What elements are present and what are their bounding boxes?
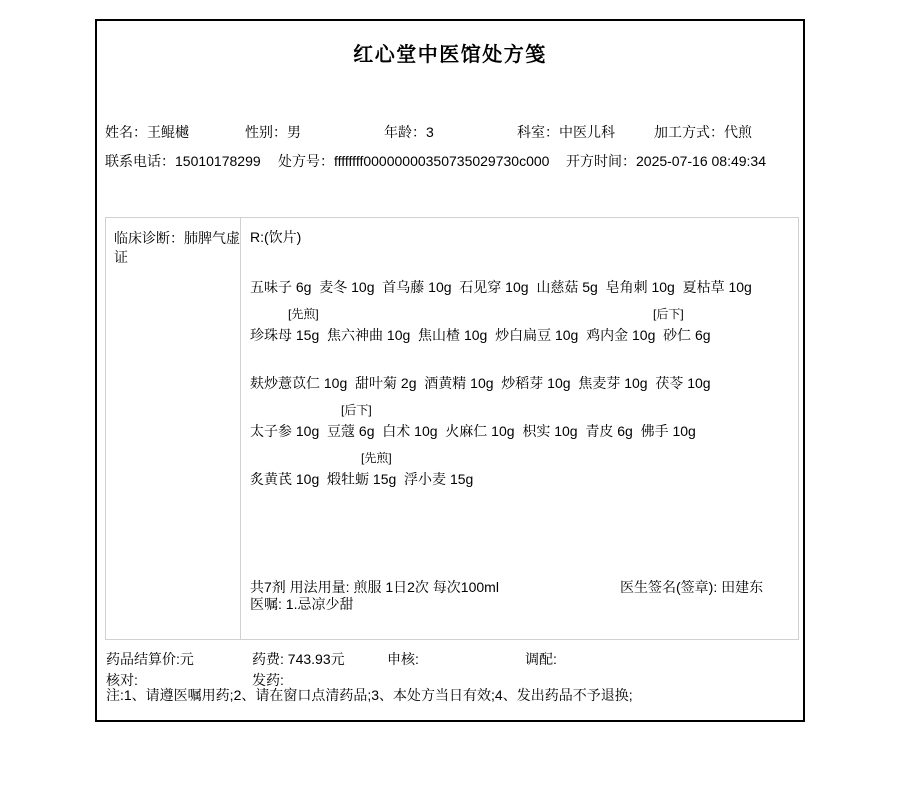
decoction-annotation: [先煎]: [288, 307, 319, 321]
rx-header: R:(饮片): [250, 229, 302, 245]
prescription-time-field: 开方时间：2025-07-16 08:49:34: [566, 153, 766, 169]
doctor-signature: 医生签名(签章): 田建东: [620, 579, 764, 595]
rx-line: 麸炒薏苡仁 10g 甜叶菊 2g 酒黄精 10g 炒稻芽 10g 焦麦芽 10g 茯苓 10g: [250, 375, 711, 391]
decoction-annotation: [后下]: [653, 307, 684, 321]
review-field: 申核:: [387, 651, 419, 667]
rx-line: 太子参 10g 豆蔻 6g 白术 10g 火麻仁 10g 枳实 10g 青皮 6g 佛手 10g: [250, 423, 696, 439]
prescription-box: [105, 217, 799, 640]
department-field: 科室：中医儿科: [517, 124, 615, 140]
medicine-fee-field: 药费: 743.93元: [252, 651, 345, 667]
processing-method-field: 加工方式：代煎: [654, 124, 752, 140]
dispense-field: 发药:: [252, 672, 284, 688]
footer-note: 注:1、请遵医嘱用药;2、请在窗口点清药品;3、本处方当日有效;4、发出药品不予退换;: [106, 687, 633, 703]
patient-gender-field: 性别：男: [245, 124, 301, 140]
patient-age-field: 年龄：3: [384, 124, 434, 140]
decoction-annotation: [先煎]: [361, 451, 392, 465]
settlement-price-field: 药品结算价:元: [106, 651, 194, 667]
prescription-content: [242, 218, 798, 639]
phone-field: 联系电话：15010178299: [105, 153, 261, 169]
decoction-annotation: [后下]: [341, 403, 372, 417]
check-field: 核对:: [106, 672, 138, 688]
patient-name-field: 姓名：王鲲樾: [105, 124, 189, 140]
dispense-prep-field: 调配:: [525, 651, 557, 667]
dosage-usage-line: 共7剂 用法用量: 煎服 1日2次 每次100ml: [250, 579, 499, 595]
clinic-title: 红心堂中医馆处方笺: [353, 44, 547, 66]
rx-line: 珍珠母 15g 焦六神曲 10g 焦山楂 10g 炒白扁豆 10g 鸡内金 10g 砂仁 6g: [250, 327, 711, 343]
prescription-number-field: 处方号：ffffffff00000000350735029730c000: [278, 153, 550, 169]
prescription-page: [95, 19, 805, 722]
rx-line: 炙黄芪 10g 煅牡蛎 15g 浮小麦 15g: [250, 471, 474, 487]
rx-line: 五味子 6g 麦冬 10g 首乌藤 10g 石见穿 10g 山慈菇 5g 皂角刺 10g 夏枯草 10g: [250, 279, 752, 295]
diagnosis-text: 临床诊断：肺脾气虚证: [106, 218, 241, 639]
medical-advice: 医嘱: 1.忌凉少甜: [250, 596, 354, 612]
